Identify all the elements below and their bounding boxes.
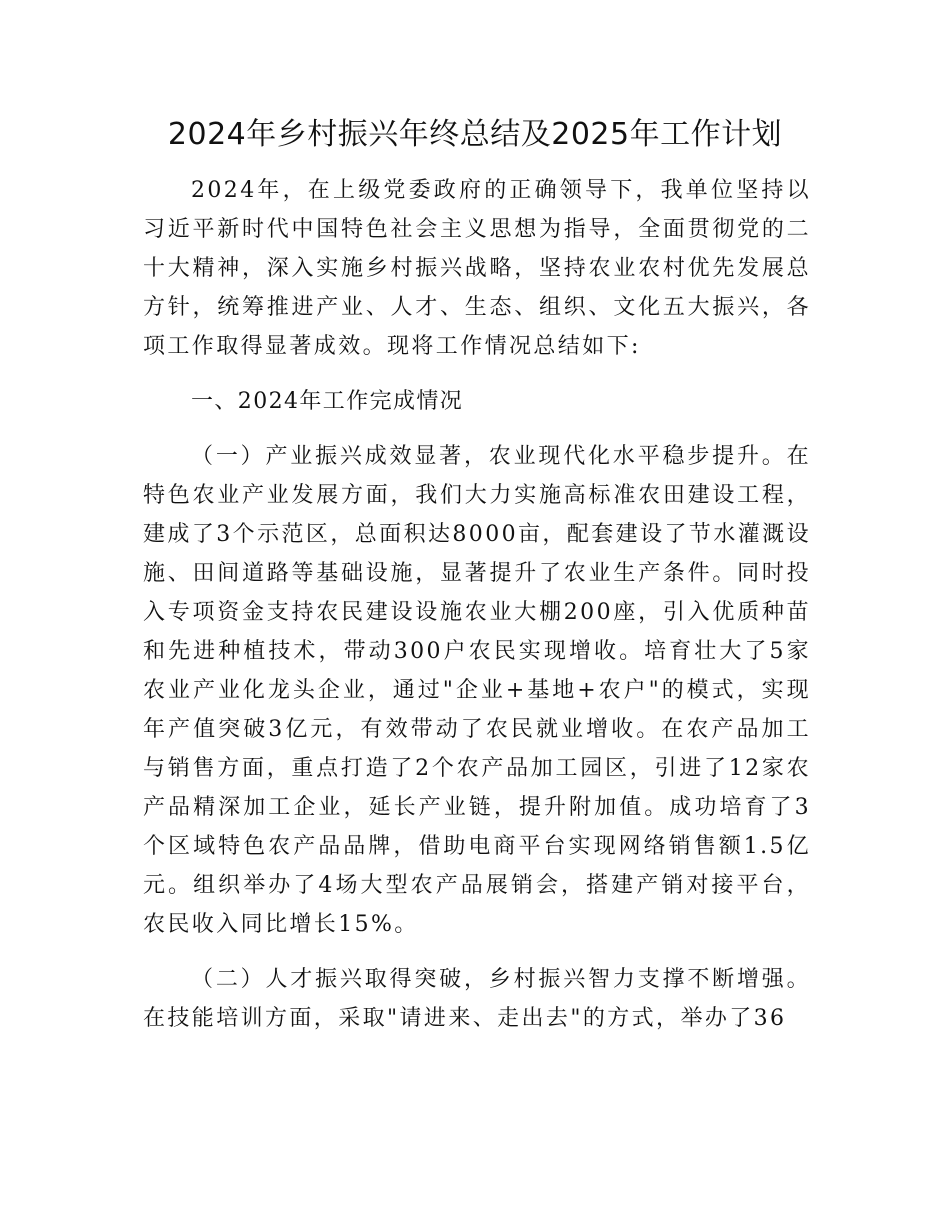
industry-paragraph: （一）产业振兴成效显著，农业现代化水平稳步提升。在特色农业产业发展方面，我们大力实施高标准农田建设工程，建成了3个示范区，总面积达8000亩，配套建设了节水灌溉设施、田间道路等基础设施，显著提升了农业生产条件。同时投入专项资金支持农民建设设施农业大棚200座，引入优质种苗和先进种植技术，带动300户农民实现增收。培育壮大了5家农业产业化龙头企业，通过"企业+基地+农户"的模式，实现年产值突破3亿元，有效带动了农民就业增收。在农产品加工与销售方面，重点打造了2个农产品加工园区，引进了12家农产品精深加工企业，延长产业链，提升附加值。成功培育了3个区域特色农产品品牌，借助电商平台实现网络销售额1.5亿元。组织举办了4场大型农产品展销会，搭建产销对接平台，农民收入同比增长15%。 [143,444,811,937]
document-title: 2024年乡村振兴年终总结及2025年工作计划 [167,117,783,152]
talent-paragraph: （二）人才振兴取得突破，乡村振兴智力支撑不断增强。在技能培训方面，采取"请进来、走出去"的方式，举办了36 [143,967,811,1031]
intro-paragraph: 2024年，在上级党委政府的正确领导下，我单位坚持以习近平新时代中国特色社会主义思想为指导，全面贯彻党的二十大精神，深入实施乡村振兴战略，坚持农业农村优先发展总方针，统筹推进产业、人才、生态、组织、文化五大振兴，各项工作取得显著成效。现将工作情况总结如下: [143,178,811,359]
section-heading: 一、2024年工作完成情况 [191,389,464,414]
document-body [143,171,811,1038]
